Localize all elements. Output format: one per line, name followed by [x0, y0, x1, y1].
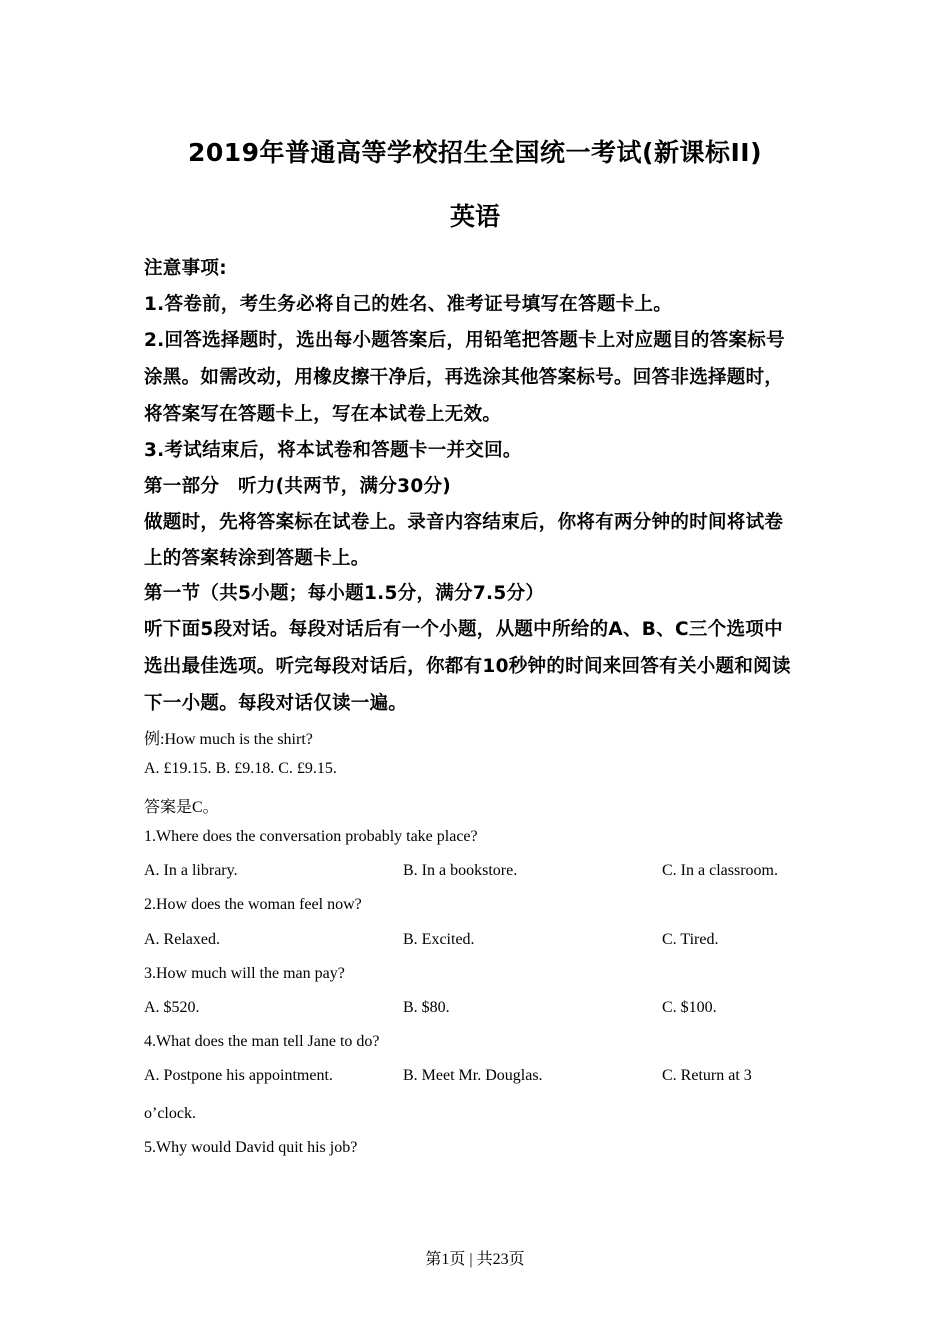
notice-line: 3.考试结束后，将本试卷和答题卡一并交回。 [144, 440, 522, 461]
section-instruction: 选出最佳选项。听完每段对话后，你都有10秒钟的时间来回答有关小题和阅读 [144, 656, 791, 677]
part-instruction: 上的答案转涂到答题卡上。 [144, 548, 370, 569]
option-a: A. Postpone his appointment. [144, 1067, 333, 1084]
notice-heading: 注意事项: [144, 258, 227, 279]
option-a: A. Relaxed. [144, 931, 220, 948]
notice-line: 2.回答选择题时，选出每小题答案后，用铅笔把答题卡上对应题目的答案标号 [144, 330, 785, 351]
option-c-continued: o’clock. [144, 1105, 196, 1122]
section-instruction: 下一小题。每段对话仅读一遍。 [144, 693, 408, 714]
question-text: 5.Why would David quit his job? [144, 1139, 358, 1156]
page-footer: 第1页 | 共23页 [425, 1251, 525, 1268]
option-a: A. $520. [144, 999, 200, 1016]
option-c: C. Tired. [662, 931, 719, 948]
option-c: C. In a classroom. [662, 862, 778, 879]
notice-line: 将答案写在答题卡上，写在本试卷上无效。 [144, 404, 502, 425]
option-b: B. Meet Mr. Douglas. [403, 1067, 543, 1084]
example-question: 例:How much is the shirt? [144, 731, 313, 748]
section-heading: 第一节（共5小题；每小题1.5分，满分7.5分） [144, 583, 545, 604]
option-a: A. In a library. [144, 862, 238, 879]
question-text: 1.Where does the conversation probably take place? [144, 828, 478, 845]
part-heading: 第一部分 听力(共两节，满分30分) [144, 476, 452, 497]
option-c: C. $100. [662, 999, 717, 1016]
subject-title: 英语 [449, 202, 500, 231]
question-text: 2.How does the woman feel now? [144, 896, 362, 913]
option-b: B. $80. [403, 999, 450, 1016]
notice-line: 1.答卷前，考生务必将自己的姓名、准考证号填写在答题卡上。 [144, 294, 673, 315]
question-text: 3.How much will the man pay? [144, 965, 345, 982]
option-b: B. In a bookstore. [403, 862, 518, 879]
example-answer: 答案是C。 [144, 799, 219, 816]
section-instruction: 听下面5段对话。每段对话后有一个小题，从题中所给的A、B、C三个选项中 [144, 619, 783, 640]
option-b: B. Excited. [403, 931, 475, 948]
notice-line: 涂黑。如需改动，用橡皮擦干净后，再选涂其他答案标号。回答非选择题时， [144, 367, 784, 388]
example-options: A. £19.15. B. £9.18. C. £9.15. [144, 760, 337, 777]
option-c: C. Return at 3 [662, 1067, 752, 1084]
question-text: 4.What does the man tell Jane to do? [144, 1033, 380, 1050]
exam-title: 2019年普通高等学校招生全国统一考试(新课标II) [187, 138, 763, 167]
part-instruction: 做题时，先将答案标在试卷上。录音内容结束后，你将有两分钟的时间将试卷 [144, 512, 784, 533]
